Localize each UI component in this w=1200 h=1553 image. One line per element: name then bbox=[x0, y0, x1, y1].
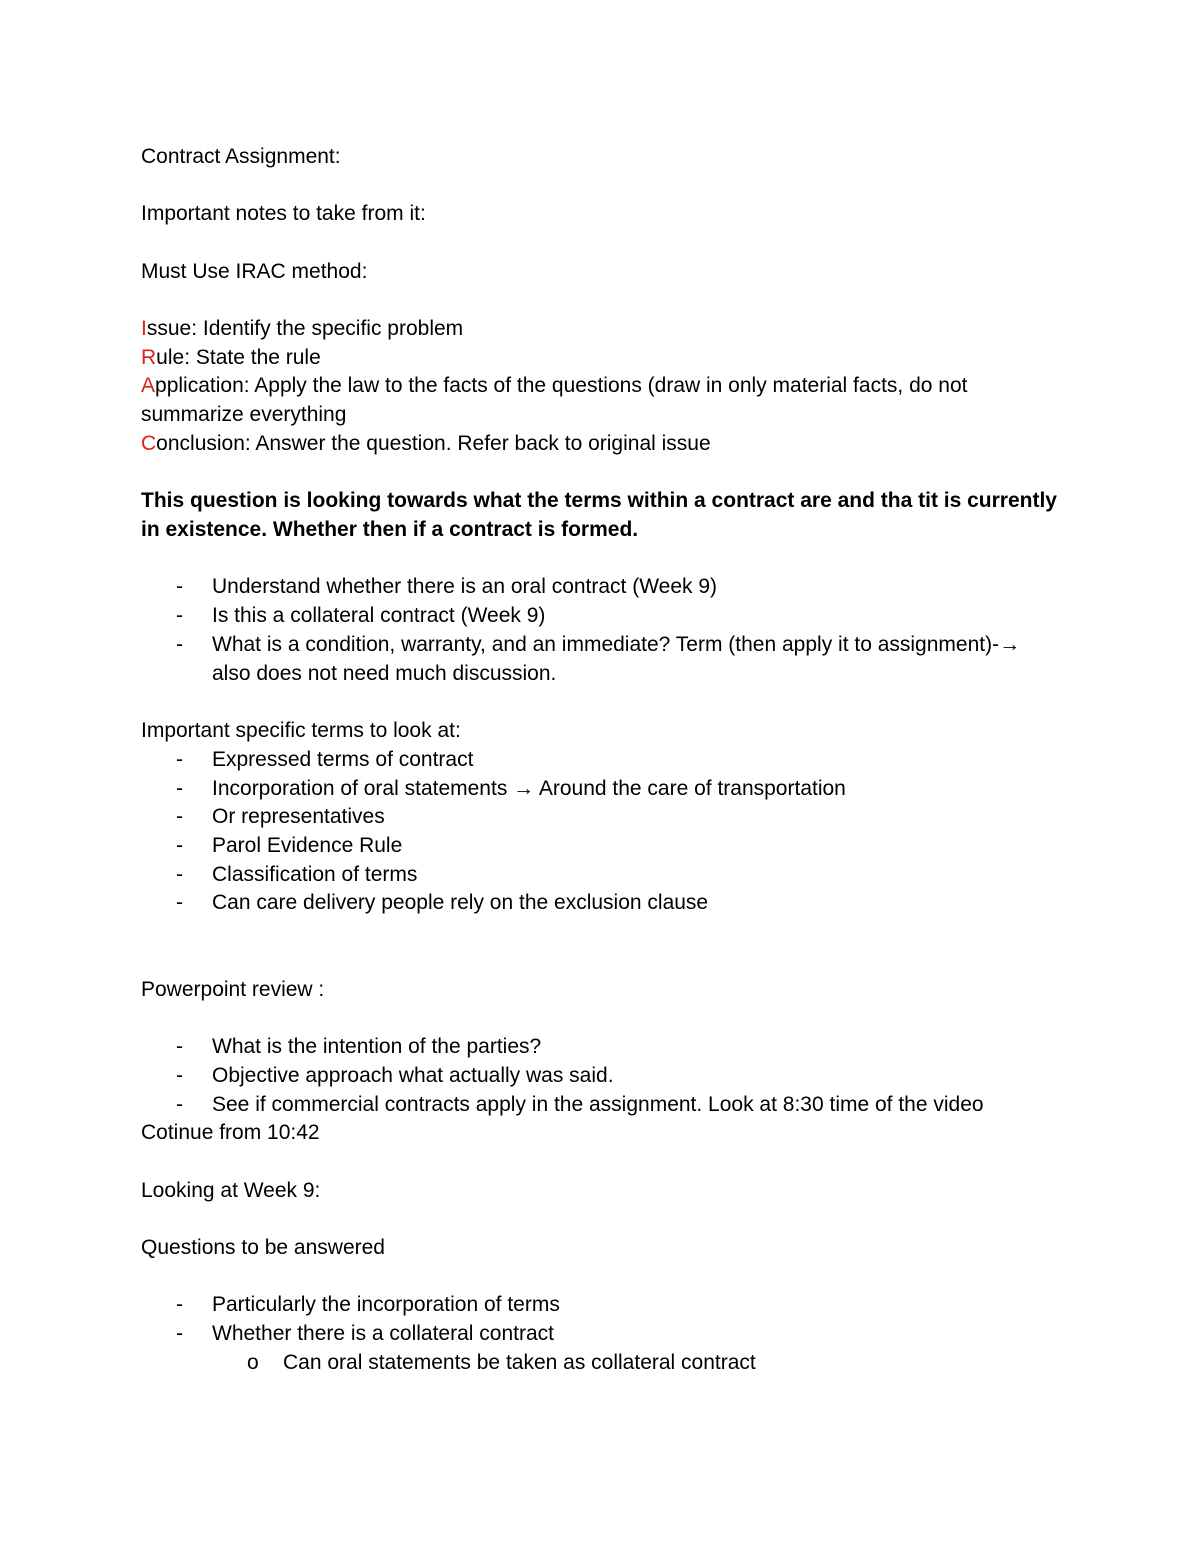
irac-rule bbox=[141, 344, 321, 372]
bullet-marker: - bbox=[176, 575, 183, 598]
specific-term-item: Parol Evidence Rule bbox=[212, 834, 403, 857]
questions-heading: Questions to be answered bbox=[141, 1236, 385, 1259]
bold-paragraph-line-2: in existence. Whether then if a contract is formed. bbox=[141, 518, 639, 541]
sub-bullet-marker: o bbox=[247, 1351, 259, 1374]
question-item: Particularly the incorporation of terms bbox=[212, 1293, 560, 1316]
bullet-marker: - bbox=[176, 748, 183, 771]
powerpoint-item: Objective approach what actually was said. bbox=[212, 1064, 614, 1087]
specific-term-item: Or representatives bbox=[212, 805, 385, 828]
irac-application-letter: A bbox=[141, 374, 156, 397]
irac-rule-text: ule: State the rule bbox=[156, 346, 321, 369]
irac-application-text: pplication: Apply the law to the facts of the questions (draw in only material facts, do not bbox=[155, 374, 968, 397]
question-sub-item: Can oral statements be taken as collateral contract bbox=[283, 1351, 756, 1374]
powerpoint-heading: Powerpoint review : bbox=[141, 978, 325, 1001]
bullet-marker: - bbox=[176, 1093, 183, 1116]
bullet-marker: - bbox=[176, 805, 183, 828]
irac-issue-text: ssue: Identify the specific problem bbox=[146, 317, 464, 340]
irac-issue-letter: I bbox=[141, 317, 147, 340]
powerpoint-item: What is the intention of the parties? bbox=[212, 1035, 542, 1058]
question-item: Whether there is a collateral contract bbox=[212, 1322, 554, 1345]
irac-rule-letter: R bbox=[141, 346, 157, 369]
bullet-marker: - bbox=[176, 1035, 183, 1058]
focus-item: Understand whether there is an oral contract (Week 9) bbox=[212, 575, 718, 598]
irac-conclusion-letter: C bbox=[141, 432, 157, 455]
specific-term-item: Classification of terms bbox=[212, 863, 418, 886]
irac-conclusion-text: onclusion: Answer the question. Refer back to original issue bbox=[156, 432, 711, 455]
bullet-marker: - bbox=[176, 777, 183, 800]
focus-item: What is a condition, warranty, and an immediate? Term (then apply it to assignment)-→ bbox=[212, 633, 1021, 656]
document-title: Contract Assignment: bbox=[141, 145, 341, 168]
bold-paragraph-line-1: This question is looking towards what the terms within a contract are and tha tit is currently bbox=[141, 489, 1057, 512]
specific-term-item: Expressed terms of contract bbox=[212, 748, 474, 771]
bullet-marker: - bbox=[176, 1293, 183, 1316]
focus-item-continued: also does not need much discussion. bbox=[212, 662, 557, 685]
bullet-marker: - bbox=[176, 1064, 183, 1087]
specific-terms-heading: Important specific terms to look at: bbox=[141, 719, 461, 742]
powerpoint-item: See if commercial contracts apply in the assignment. Look at 8:30 time of the video bbox=[212, 1093, 984, 1116]
bullet-marker: - bbox=[176, 604, 183, 627]
irac-application-continued: summarize everything bbox=[141, 403, 347, 426]
bullet-marker: - bbox=[176, 863, 183, 886]
specific-term-item: Incorporation of oral statements → Around the care of transportation bbox=[212, 777, 846, 800]
continue-line: Cotinue from 10:42 bbox=[141, 1121, 320, 1144]
focus-item: Is this a collateral contract (Week 9) bbox=[212, 604, 546, 627]
bullet-marker: - bbox=[176, 891, 183, 914]
notes-heading: Important notes to take from it: bbox=[141, 202, 426, 225]
bullet-marker: - bbox=[176, 1322, 183, 1345]
week9-heading: Looking at Week 9: bbox=[141, 1179, 321, 1202]
irac-issue bbox=[141, 315, 463, 343]
irac-conclusion bbox=[141, 430, 711, 458]
bullet-marker: - bbox=[176, 633, 183, 656]
irac-application bbox=[141, 372, 967, 400]
irac-heading: Must Use IRAC method: bbox=[141, 260, 368, 283]
specific-term-item: Can care delivery people rely on the exclusion clause bbox=[212, 891, 709, 914]
bullet-marker: - bbox=[176, 834, 183, 857]
